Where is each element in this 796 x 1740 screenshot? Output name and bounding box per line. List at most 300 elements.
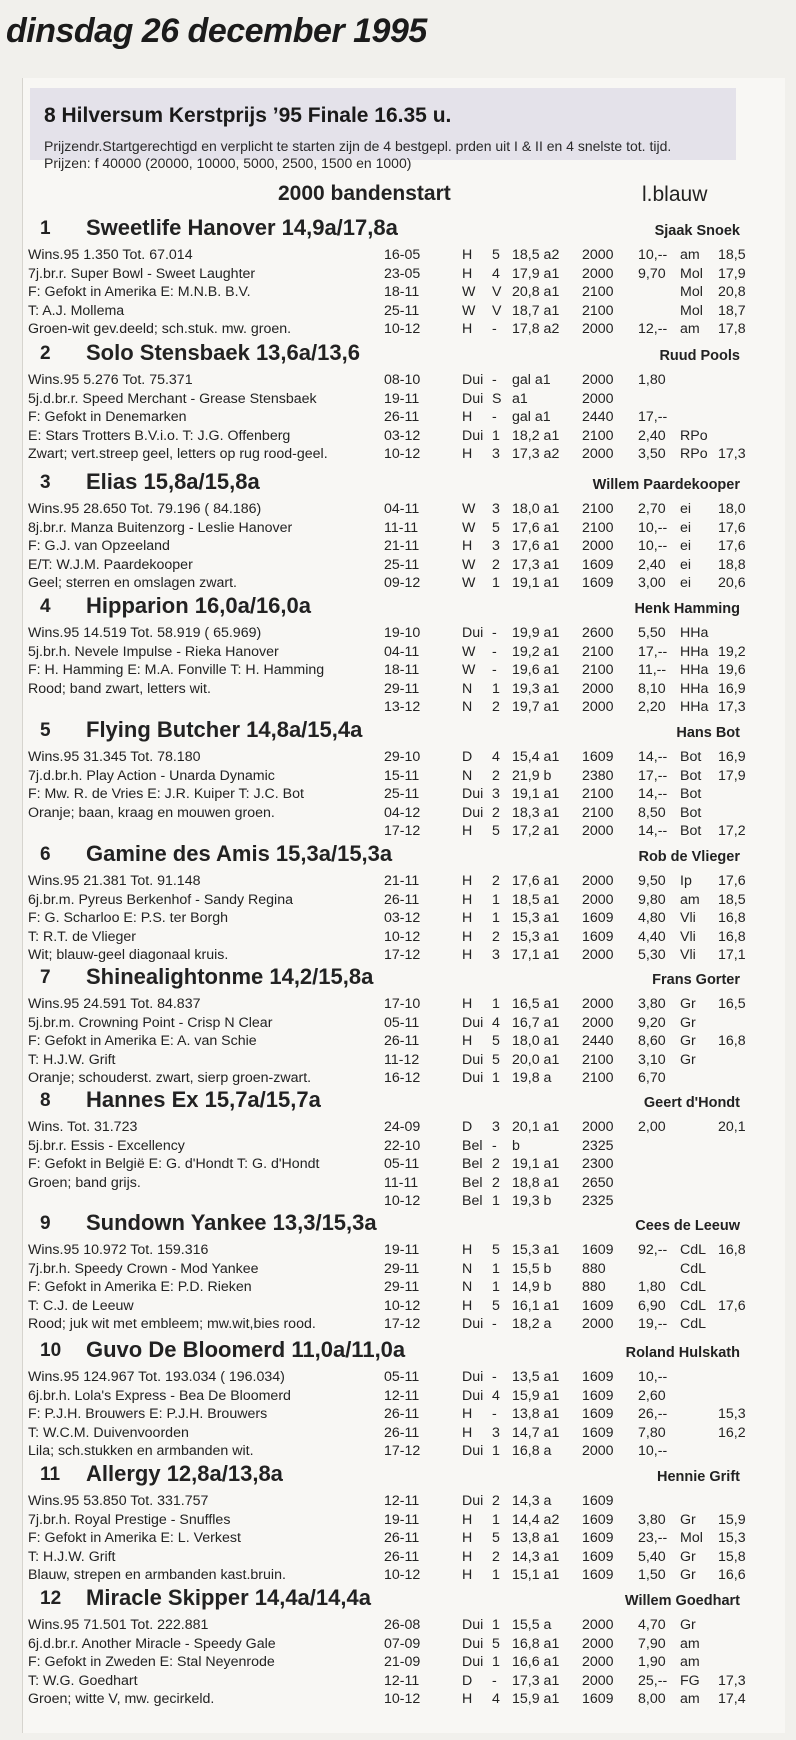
start-cell: 15,3 — [718, 1530, 746, 1547]
start-cell: 19-11 — [384, 1242, 420, 1258]
horse-name: Sundown Yankee 13,3/15,3a — [86, 1210, 377, 1235]
horse-info-line: Wins.95 10.972 Tot. 159.316 — [28, 1242, 209, 1258]
horse-info — [28, 1368, 291, 1461]
horse-info-line: T: R.T. de Vlieger — [28, 928, 137, 945]
start-cell: CdL — [680, 1279, 707, 1296]
start-cell: 17,6 — [718, 1297, 746, 1314]
start-cell: 16,9 — [718, 749, 746, 765]
start-cell: 5 — [492, 247, 500, 263]
horse-info-line: 5j.d.br.r. Speed Merchant - Grease Stensbaek — [28, 390, 317, 407]
start-cell: 26,-- — [638, 1406, 668, 1423]
start-cell: 2000 — [582, 1672, 614, 1689]
horse-driver: Roland Hulskath — [625, 1345, 740, 1361]
horse-info-line: F: Gefokt in Amerika E: L. Verkest — [28, 1530, 241, 1547]
start-cell: ei — [680, 519, 692, 536]
start-cell: 2 — [492, 928, 500, 945]
start-cell: N — [462, 1279, 473, 1296]
start-cell: 15,9 a1 — [512, 1691, 560, 1708]
start-cell: 19,1 a1 — [512, 1156, 560, 1173]
start-cell: 17,8 — [718, 321, 746, 338]
start-cell: 2 — [492, 1548, 500, 1565]
start-cell: 2,40 — [638, 556, 666, 573]
horse-info-line: Groen; witte V, mw. gecirkeld. — [28, 1691, 215, 1708]
start-cell: 17,3 a1 — [512, 556, 560, 573]
start-cell: 21-09 — [384, 1654, 421, 1671]
horse-number: 4 — [40, 596, 51, 617]
horse-info-line: T: H.J.W. Grift — [28, 1051, 116, 1068]
horse-name: Miracle Skipper 14,4a/14,4a — [86, 1585, 371, 1610]
start-cell: 1 — [492, 1617, 500, 1633]
start-cell: W — [462, 556, 476, 573]
start-cell: 18,8 a1 — [512, 1174, 560, 1191]
start-cell: Gr — [680, 1051, 696, 1068]
start-cell: 26-11 — [384, 1530, 420, 1547]
horse-number: 5 — [40, 720, 51, 741]
start-cell: H — [462, 538, 473, 555]
start-cell: 22-10 — [384, 1137, 421, 1154]
start-cell: 1 — [492, 1511, 500, 1528]
horse-info — [28, 1616, 276, 1709]
horse-driver: Frans Gorter — [652, 972, 740, 988]
start-cell: 6,70 — [638, 1070, 666, 1087]
start-cell: FG — [680, 1672, 700, 1689]
start-cell: 10-12 — [384, 1691, 421, 1708]
horse-info-line: 6j.br.m. Pyreus Berkenhof - Sandy Regina — [28, 891, 293, 908]
horse-info-line: Geel; sterren en omslagen zwart. — [28, 575, 237, 592]
start-cell: 2 — [492, 1156, 500, 1173]
start-cell: 04-12 — [384, 804, 421, 821]
start-cell: 2 — [492, 699, 500, 716]
start-cell: 18-11 — [384, 284, 420, 301]
start-cell: 19-10 — [384, 625, 421, 641]
start-cell: Dui — [462, 1617, 484, 1633]
start-cell: - — [492, 321, 497, 338]
horse-info-line: Rood; juk wit met embleem; mw.wit,bies rood. — [28, 1316, 316, 1333]
start-cell: 2100 — [582, 643, 614, 660]
start-cell: 17,2 a1 — [512, 823, 560, 840]
start-cell: 10,-- — [638, 1369, 668, 1385]
start-cell: Dui — [462, 372, 484, 388]
horse-name: Allergy 12,8a/13,8a — [86, 1461, 283, 1486]
start-cell: HHa — [680, 643, 709, 660]
start-cell: CdL — [680, 1242, 707, 1258]
start-cell: 26-11 — [384, 1406, 420, 1423]
start-cell: - — [492, 1316, 497, 1333]
horse-info — [28, 1118, 319, 1192]
start-cell: 2000 — [582, 1635, 614, 1652]
horse-name: Guvo De Bloomerd 11,0a/11,0a — [86, 1337, 406, 1362]
start-cell: 14,4 a2 — [512, 1511, 560, 1528]
horse-info-line: 6j.br.h. Lola's Express - Bea De Bloomerd — [28, 1387, 291, 1404]
start-cell: 04-11 — [384, 643, 420, 660]
start-cell: 8,50 — [638, 804, 666, 821]
start-cell: 09-12 — [384, 575, 421, 592]
start-cell: - — [492, 1406, 497, 1423]
start-cell: 1 — [492, 1193, 500, 1210]
start-cell: 2000 — [582, 947, 614, 964]
start-cell: 2 — [492, 873, 500, 889]
start-cell: 24-09 — [384, 1119, 421, 1135]
start-cell: RPo — [680, 446, 708, 463]
start-cell: Gr — [680, 1567, 696, 1584]
start-cell: 1609 — [582, 749, 614, 765]
start-cell: 2 — [492, 804, 500, 821]
start-cell: 880 — [582, 1260, 606, 1277]
start-cell: 03-12 — [384, 427, 421, 444]
start-cell: H — [462, 1242, 473, 1258]
start-cell: 2000 — [582, 699, 614, 716]
start-cell: 17,9 — [718, 767, 746, 784]
start-cell: H — [462, 947, 473, 964]
start-cell: 9,80 — [638, 891, 666, 908]
start-cell: 16,5 a1 — [512, 996, 560, 1012]
start-cell: 2440 — [582, 1033, 614, 1050]
horse-driver: Sjaak Snoek — [654, 223, 740, 239]
start-cell: 26-08 — [384, 1617, 421, 1633]
start-cell: W — [462, 302, 476, 319]
start-cell: 16,6 a1 — [512, 1654, 560, 1671]
start-cell: H — [462, 1511, 473, 1528]
start-cell: 7,80 — [638, 1424, 666, 1441]
horse-info-line: Wit; blauw-geel diagonaal kruis. — [28, 947, 229, 964]
start-cell: 19,9 a1 — [512, 625, 560, 641]
start-cell: D — [462, 1672, 473, 1689]
start-cell: 2100 — [582, 519, 614, 536]
horse-info — [28, 371, 328, 464]
start-cell: H — [462, 1567, 473, 1584]
start-cell: Gr — [680, 1014, 696, 1031]
start-cell: 5,30 — [638, 947, 666, 964]
horse-info-line: F: Mw. R. de Vries E: J.R. Kuiper T: J.C. Bot — [28, 786, 304, 803]
horse-driver: Henk Hamming — [634, 601, 740, 617]
horse-info-line: T: H.J.W. Grift — [28, 1548, 116, 1565]
horse-info-line: T: W.C.M. Duivenvoorden — [28, 1424, 189, 1441]
start-cell: 2 — [492, 1493, 500, 1509]
horse-driver: Willem Goedhart — [624, 1593, 740, 1609]
start-cell: 29-11 — [384, 1260, 420, 1277]
start-cell: H — [462, 1691, 473, 1708]
start-cell: 10,-- — [638, 519, 668, 536]
horse-info-line: Wins.95 21.381 Tot. 91.148 — [28, 873, 201, 889]
start-cell: H — [462, 247, 473, 263]
start-cell: W — [462, 575, 476, 592]
horse-info — [28, 624, 324, 698]
start-cell: 19,8 a — [512, 1070, 552, 1087]
start-cell: 25-11 — [384, 302, 420, 319]
start-cell: 20,0 a1 — [512, 1051, 560, 1068]
start-cell: 2100 — [582, 1051, 614, 1068]
start-cell: W — [462, 643, 476, 660]
start-cell: Dui — [462, 1635, 484, 1652]
horse-info — [28, 1492, 286, 1585]
horse-info-line: Wins. Tot. 31.723 — [28, 1119, 138, 1135]
start-cell: 1609 — [582, 1530, 614, 1547]
start-cell: 1 — [492, 996, 500, 1012]
start-cell: 15,3 a1 — [512, 1242, 560, 1258]
start-cell: 18,2 a — [512, 1316, 552, 1333]
start-cell: H — [462, 891, 473, 908]
start-cell: 18,5 — [718, 247, 746, 263]
start-cell: 9,20 — [638, 1014, 666, 1031]
start-cell: 17,6 — [718, 519, 746, 536]
start-cell: ei — [680, 556, 692, 573]
start-cell: CdL — [680, 1316, 707, 1333]
start-cell: 5 — [492, 519, 500, 536]
start-cell: Bel — [462, 1193, 483, 1210]
start-cell: 3,00 — [638, 575, 666, 592]
start-cell: 15,1 a1 — [512, 1567, 560, 1584]
horse-info-line: Wins.95 14.519 Tot. 58.919 ( 65.969) — [28, 625, 262, 641]
start-cell: 2000 — [582, 891, 614, 908]
horse-info-line: 8j.br.r. Manza Buitenzorg - Leslie Hanover — [28, 519, 293, 536]
start-cell: 17,2 — [718, 823, 746, 840]
start-cell: 2,60 — [638, 1387, 666, 1404]
start-cell: gal a1 — [512, 372, 551, 388]
start-cell: 4 — [492, 1387, 500, 1404]
start-cell: 17,3 a2 — [512, 446, 560, 463]
start-cell: 1 — [492, 1070, 500, 1087]
start-cell: 19-11 — [384, 1511, 420, 1528]
start-cell: ei — [680, 538, 692, 555]
start-cell: 29-11 — [384, 1279, 420, 1296]
start-cell: D — [462, 1119, 473, 1135]
start-cell: CdL — [680, 1260, 707, 1277]
horse-name: Solo Stensbaek 13,6a/13,6 — [86, 340, 360, 365]
start-cell: 8,60 — [638, 1033, 666, 1050]
start-cell: 2300 — [582, 1156, 614, 1173]
horse-info-line: F: Gefokt in België E: G. d'Hondt T: G. d'Hondt — [28, 1156, 320, 1173]
start-cell: N — [462, 699, 473, 716]
start-cell: 15,3 a1 — [512, 928, 560, 945]
start-cell: 1 — [492, 427, 500, 444]
start-cell: 25,-- — [638, 1672, 668, 1689]
start-cell: 08-10 — [384, 372, 421, 388]
start-cell: 1609 — [582, 1387, 614, 1404]
horse-info-line: 7j.br.r. Super Bowl - Sweet Laughter — [28, 265, 256, 282]
start-cell: Mol — [680, 302, 703, 319]
horse-info-line: Zwart; vert.streep geel, letters op rug rood-geel. — [28, 446, 328, 463]
start-cell: 2000 — [582, 247, 614, 263]
start-cell: Dui — [462, 427, 484, 444]
start-cell: 26-11 — [384, 1548, 420, 1565]
start-cell: 26-11 — [384, 891, 420, 908]
start-cell: am — [680, 247, 700, 263]
start-cell: Dui — [462, 390, 484, 407]
start-cell: HHa — [680, 625, 709, 641]
start-cell: 17,3 — [718, 699, 746, 716]
start-cell: Vli — [680, 947, 696, 964]
start-cell: Dui — [462, 1051, 484, 1068]
start-cell: V — [492, 284, 502, 301]
start-cell: 1 — [492, 1567, 500, 1584]
start-cell: 23,-- — [638, 1530, 668, 1547]
start-cell: 04-11 — [384, 501, 420, 517]
start-cell: 20,1 a1 — [512, 1119, 560, 1135]
start-cell: 18,0 a1 — [512, 501, 560, 517]
start-cell: 2600 — [582, 625, 614, 641]
start-cell: 18-11 — [384, 662, 420, 679]
start-cell: Gr — [680, 1617, 696, 1633]
start-cell: 18,5 a2 — [512, 247, 560, 263]
start-cell: 19,6 — [718, 662, 746, 679]
start-cell: Ip — [680, 873, 692, 889]
horse-info-line: Lila; sch.stukken en armbanden wit. — [28, 1443, 254, 1460]
start-cell: 10-12 — [384, 1567, 421, 1584]
start-cell: 05-11 — [384, 1014, 420, 1031]
start-cell: Dui — [462, 1387, 484, 1404]
start-cell: 1 — [492, 891, 500, 908]
start-cell: N — [462, 1260, 473, 1277]
horse-info-line: 5j.br.r. Essis - Excellency — [28, 1137, 185, 1154]
start-cell: 5 — [492, 1051, 500, 1068]
start-cell: 20,1 — [718, 1119, 746, 1135]
start-cell: Bot — [680, 804, 702, 821]
horse-info — [28, 1241, 316, 1334]
start-cell: 2000 — [582, 996, 614, 1012]
horse-name: Elias 15,8a/15,8a — [86, 469, 260, 494]
race-conditions: Prijzendr.Startgerechtigd en verplicht te starten zijn de 4 bestgepl. prden uit I & II en 4 snelste tot. tijd. Prijzen: f 40000 (20000, 10000, 5000, 2500, 1500 en 1000) — [44, 138, 672, 171]
start-cell: W — [462, 519, 476, 536]
horse-info-line: 6j.d.br.r. Another Miracle - Speedy Gale — [28, 1635, 276, 1652]
start-cell: Dui — [462, 1014, 484, 1031]
start-cell: 2000 — [582, 390, 614, 407]
start-cell: HHa — [680, 699, 709, 716]
horse-name: Hannes Ex 15,7a/15,7a — [86, 1087, 321, 1112]
start-cell: Dui — [462, 1654, 484, 1671]
start-cell: Bel — [462, 1156, 483, 1173]
horse-name: Sweetlife Hanover 14,9a/17,8a — [86, 215, 398, 240]
start-cell: 17,6 a1 — [512, 538, 560, 555]
start-cell: Bel — [462, 1174, 483, 1191]
start-cell: - — [492, 1137, 497, 1154]
start-cell: 2100 — [582, 427, 614, 444]
start-cell: 16,8 — [718, 1242, 746, 1258]
horse-name: Hipparion 16,0a/16,0a — [86, 593, 311, 618]
start-cell: 4,40 — [638, 928, 666, 945]
horse-info — [28, 500, 292, 593]
start-cell: 10-12 — [384, 1297, 421, 1314]
start-cell: 26-11 — [384, 1424, 420, 1441]
start-cell: 1 — [492, 1654, 500, 1671]
start-cell: 3 — [492, 1119, 500, 1135]
start-cell: 16-05 — [384, 247, 421, 263]
start-cell: 18,0 a1 — [512, 1033, 560, 1050]
horse-info-line: Oranje; baan, kraag en mouwen groen. — [28, 804, 275, 821]
start-cell: 17-10 — [384, 996, 421, 1012]
start-cell: 21-11 — [384, 873, 420, 889]
start-cell: 2650 — [582, 1174, 614, 1191]
horse-info-line: Blauw, strepen en armbanden kast.bruin. — [28, 1567, 286, 1584]
horse-info-line: F: G.J. van Opzeeland — [28, 538, 170, 555]
start-cell: 17-12 — [384, 1443, 421, 1460]
horse-info-line: Oranje; schouderst. zwart, sierp groen-zwart. — [28, 1070, 312, 1087]
start-cell: W — [462, 501, 476, 517]
start-cell: 11,-- — [638, 662, 667, 679]
start-cell: 10-12 — [384, 928, 421, 945]
start-cell: 17,3 a1 — [512, 1672, 560, 1689]
start-cell: 2000 — [582, 1617, 614, 1633]
start-cell: H — [462, 873, 473, 889]
start-cell: Dui — [462, 1369, 484, 1385]
start-cell: Bot — [680, 786, 702, 803]
start-cell: 15,9 — [718, 1511, 746, 1528]
start-cell: 23-05 — [384, 265, 421, 282]
start-cell: - — [492, 625, 497, 641]
start-cell: 17,9 — [718, 265, 746, 282]
horse-number: 3 — [40, 472, 51, 493]
start-cell: 3 — [492, 786, 500, 803]
start-cell: H — [462, 928, 473, 945]
start-cell: S — [492, 390, 502, 407]
start-cell: 19,1 a1 — [512, 786, 560, 803]
start-cell: 5 — [492, 1242, 500, 1258]
start-cell: 9,50 — [638, 873, 666, 889]
start-cell: 2000 — [582, 265, 614, 282]
start-cell: 19,2 — [718, 643, 746, 660]
start-cell: 14,3 a1 — [512, 1548, 560, 1565]
start-cell: 1609 — [582, 575, 614, 592]
start-cell: H — [462, 265, 473, 282]
start-cell: 2,70 — [638, 501, 666, 517]
start-cell: 2000 — [582, 873, 614, 889]
start-cell: 2000 — [582, 1654, 614, 1671]
start-cell: b — [512, 1137, 520, 1154]
start-cell: a1 — [512, 390, 528, 407]
start-cell: 2325 — [582, 1137, 614, 1154]
start-cell: 17,3 — [718, 1672, 746, 1689]
start-cell: H — [462, 910, 473, 927]
horse-driver: Willem Paardekooper — [592, 477, 740, 493]
start-cell: Dui — [462, 625, 484, 641]
start-cell: 1609 — [582, 928, 614, 945]
horse-info-line: Wins.95 28.650 Tot. 79.196 ( 84.186) — [28, 501, 262, 517]
start-cell: CdL — [680, 1297, 707, 1314]
start-cell: 17-12 — [384, 823, 421, 840]
start-cell: N — [462, 767, 473, 784]
start-cell: 1609 — [582, 1511, 614, 1528]
start-cell: 3,80 — [638, 996, 666, 1012]
start-cell: Vli — [680, 928, 696, 945]
start-cell: 17,8 a2 — [512, 321, 560, 338]
start-cell: 3 — [492, 501, 500, 517]
start-cell: 17,6 a1 — [512, 873, 560, 889]
start-cell: 29-10 — [384, 749, 421, 765]
horse-info-line: Wins.95 1.350 Tot. 67.014 — [28, 247, 193, 263]
race-title: 8 Hilversum Kerstprijs ’95 Finale 16.35 u. — [44, 104, 452, 127]
start-cell: 1 — [492, 575, 500, 592]
start-cell: 17,-- — [638, 643, 668, 660]
start-cell: 16,8 — [718, 1033, 746, 1050]
horse-info-line: Groen-wit gev.deeld; sch.stuk. mw. groen. — [28, 321, 292, 338]
start-cell: 07-09 — [384, 1635, 421, 1652]
start-cell: 1 — [492, 1279, 500, 1296]
start-cell: 18,5 — [718, 891, 746, 908]
start-cell: 2000 — [582, 823, 614, 840]
start-cell: Dui — [462, 1070, 484, 1087]
start-cell: 5,50 — [638, 625, 666, 641]
start-cell: 14,9 b — [512, 1279, 552, 1296]
start-cell: 17-12 — [384, 1316, 421, 1333]
horse-info-line: F: Gefokt in Zweden E: Stal Neyenrode — [28, 1654, 275, 1671]
start-cell: ei — [680, 575, 692, 592]
start-cell: 19,3 a1 — [512, 680, 560, 697]
horse-number: 1 — [40, 218, 51, 239]
start-cell: 2100 — [582, 302, 614, 319]
horse-info-line: 7j.br.h. Speedy Crown - Mod Yankee — [28, 1260, 259, 1277]
start-cell: 10-12 — [384, 1193, 421, 1210]
start-cell: gal a1 — [512, 409, 551, 426]
start-cell: 19-11 — [384, 390, 420, 407]
